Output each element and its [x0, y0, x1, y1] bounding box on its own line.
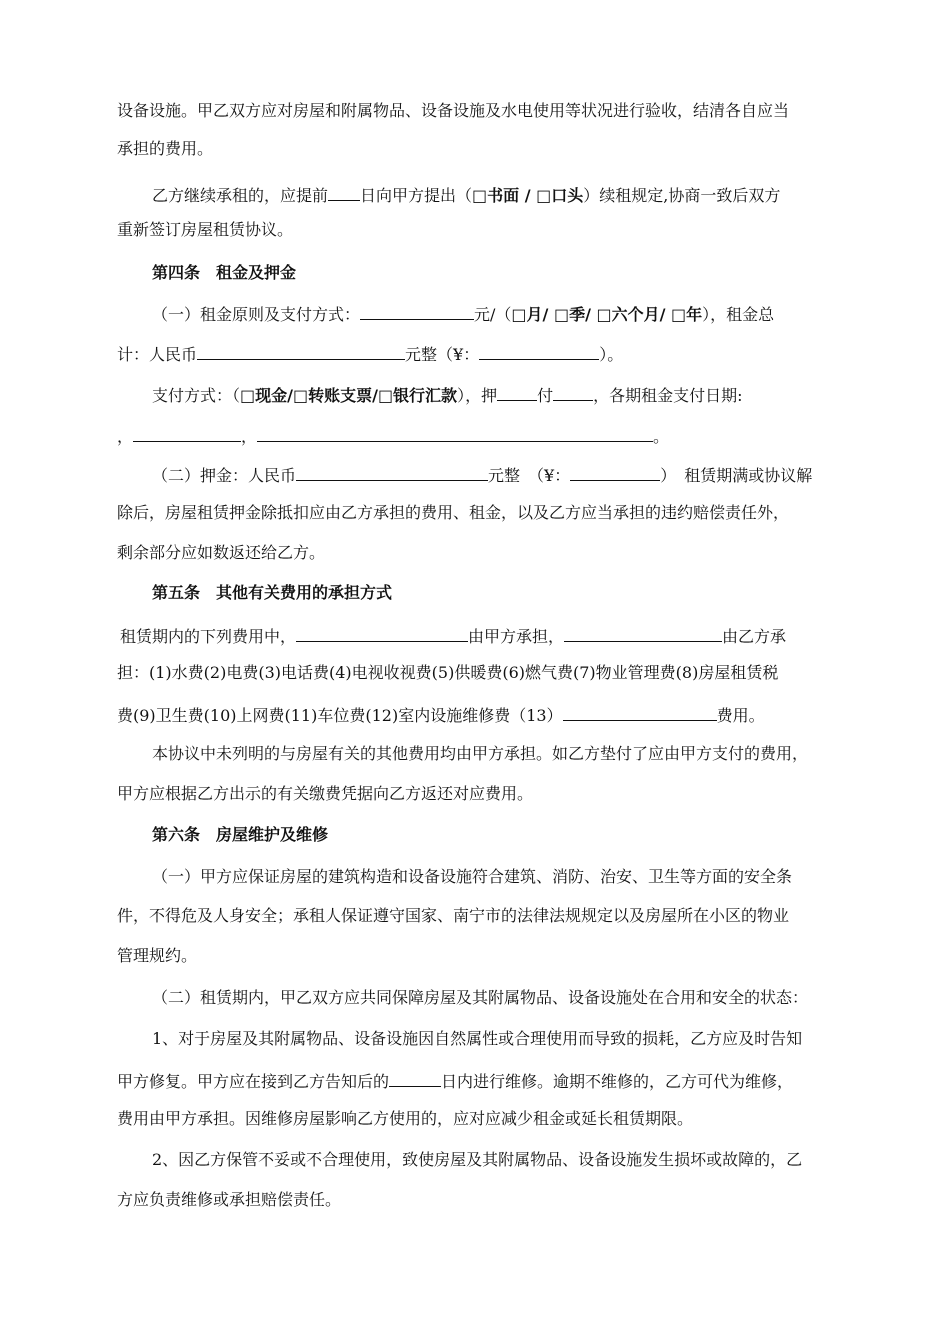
text-line [117, 1069, 793, 1089]
section-heading [152, 583, 392, 603]
text-line [152, 867, 792, 887]
text: ），租金总 [702, 305, 775, 324]
text: 本协议中未列明的与房屋有关的其他费用均由甲方承担。如乙方垫付了应由甲方支付的费用， [152, 744, 809, 763]
text-line [117, 543, 325, 563]
text: 。 [653, 427, 670, 446]
text-line [117, 703, 765, 723]
text: 费(9)卫生费(10)上网费(11)车位费(12)室内设施维修费（13） [117, 706, 563, 725]
text: 担：(1)水费(2)电费(3)电话费(4)电视收视费(5)供暖费(6)燃气费(7)物业管理费(8)房屋租赁税 [117, 663, 779, 682]
text: （二）租赁期内，甲乙双方应共同保障房屋及其附属物品、设备设施处在合用和安全的状态： [152, 988, 809, 1007]
text: ）续租规定,协商一致后双方 [583, 186, 781, 205]
section-heading [152, 263, 296, 283]
text-line [117, 220, 293, 240]
text-line [117, 1109, 693, 1129]
text-line [117, 1190, 341, 1210]
text-line [120, 624, 786, 644]
text-line [117, 424, 669, 444]
text: 费用由甲方承担。因维修房屋影响乙方使用的，应对应减少租金或延长租赁期限。 [117, 1109, 694, 1128]
text-line [117, 101, 789, 121]
text: 元整 （¥： [488, 466, 571, 485]
text: 费用。 [716, 706, 765, 725]
text-line [152, 463, 812, 483]
text: 日向甲方提出（ [360, 186, 473, 205]
text: 重新签订房屋租赁协议。 [117, 220, 294, 239]
text: 设备设施。甲乙双方应对房屋和附属物品、设备设施及水电使用等状况进行验收，结清各自应当 [117, 101, 790, 120]
text: 元整（¥： [405, 345, 480, 364]
text: 除后，房屋租赁押金除抵扣应由乙方承担的费用、租金，以及乙方应当承担的违约赔偿责任外， [117, 503, 790, 522]
section-heading [152, 825, 328, 845]
heading-text: 第四条 租金及押金 [152, 263, 297, 282]
blank-field[interactable] [570, 463, 660, 481]
text-line [117, 342, 623, 362]
blank-field[interactable] [328, 183, 360, 201]
text-line [117, 663, 778, 683]
text-line [152, 183, 780, 203]
blank-field[interactable] [389, 1069, 441, 1087]
text: ， [241, 427, 258, 446]
text: 1、对于房屋及其附属物品、设备设施因自然属性或合理使用而导致的损耗，乙方应及时告知 [152, 1029, 803, 1048]
text: ， [117, 427, 134, 446]
text: 承担的费用。 [117, 139, 214, 158]
text-line [152, 302, 774, 322]
text: ，各期租金支付日期: [593, 386, 743, 405]
text: ） 租赁期满或协议解 [660, 466, 813, 485]
blank-field[interactable] [133, 424, 241, 442]
text: ），押 [457, 386, 498, 405]
blank-field[interactable] [563, 703, 717, 721]
text: 日内进行维修。逾期不维修的，乙方可代为维修， [441, 1072, 794, 1091]
text-line [152, 1150, 802, 1170]
text: 乙方继续承租的，应提前 [152, 186, 329, 205]
blank-field[interactable] [360, 302, 474, 320]
text-line [117, 784, 533, 804]
renewal-method-checkboxes[interactable]: □书面 / □口头 [472, 186, 584, 205]
text-line [152, 383, 743, 403]
text: （二）押金：人民币 [152, 466, 297, 485]
text: （一）租金原则及支付方式： [152, 305, 361, 324]
text: （一）甲方应保证房屋的建筑构造和设备设施符合建筑、消防、治安、卫生等方面的安全条 [152, 867, 793, 886]
text: 租赁期内的下列费用中， [120, 627, 297, 646]
blank-field[interactable] [553, 383, 593, 401]
blank-field[interactable] [564, 624, 722, 642]
text: 由乙方承 [722, 627, 787, 646]
text-line [152, 988, 808, 1008]
text-line [117, 139, 213, 159]
blank-field[interactable] [296, 463, 488, 481]
payment-method-checkboxes[interactable]: □现金/□转账支票/□银行汇款 [240, 386, 458, 405]
text: 甲方修复。甲方应在接到乙方告知后的 [117, 1072, 390, 1091]
blank-field[interactable] [497, 383, 537, 401]
text-line [152, 744, 808, 764]
rent-period-checkboxes[interactable]: □月/ □季/ □六个月/ □年 [511, 305, 703, 324]
text-line [117, 503, 789, 523]
text: 由甲方承担， [468, 627, 565, 646]
blank-field[interactable] [257, 424, 653, 442]
text: 件，不得危及人身安全；承租人保证遵守国家、南宁市的法律法规规定以及房屋所在小区的物业 [117, 906, 790, 925]
blank-field[interactable] [197, 342, 405, 360]
text: 支付方式：（ [152, 386, 241, 405]
text: 元/（ [474, 305, 512, 324]
text: 计：人民币 [117, 345, 198, 364]
text: 甲方应根据乙方出示的有关缴费凭据向乙方返还对应费用。 [117, 784, 534, 803]
heading-text: 第六条 房屋维护及维修 [152, 825, 329, 844]
text: 方应负责维修或承担赔偿责任。 [117, 1190, 342, 1209]
heading-text: 第五条 其他有关费用的承担方式 [152, 583, 393, 602]
text-line [117, 906, 789, 926]
text: 管理规约。 [117, 946, 198, 965]
blank-field[interactable] [296, 624, 468, 642]
text: 剩余部分应如数返还给乙方。 [117, 543, 326, 562]
text-line [117, 946, 197, 966]
text: ）。 [599, 345, 624, 364]
text: 2、因乙方保管不妥或不合理使用，致使房屋及其附属物品、设备设施发生损坏或故障的，乙 [152, 1150, 803, 1169]
text-line [152, 1029, 802, 1049]
blank-field[interactable] [479, 342, 599, 360]
text: 付 [537, 386, 554, 405]
